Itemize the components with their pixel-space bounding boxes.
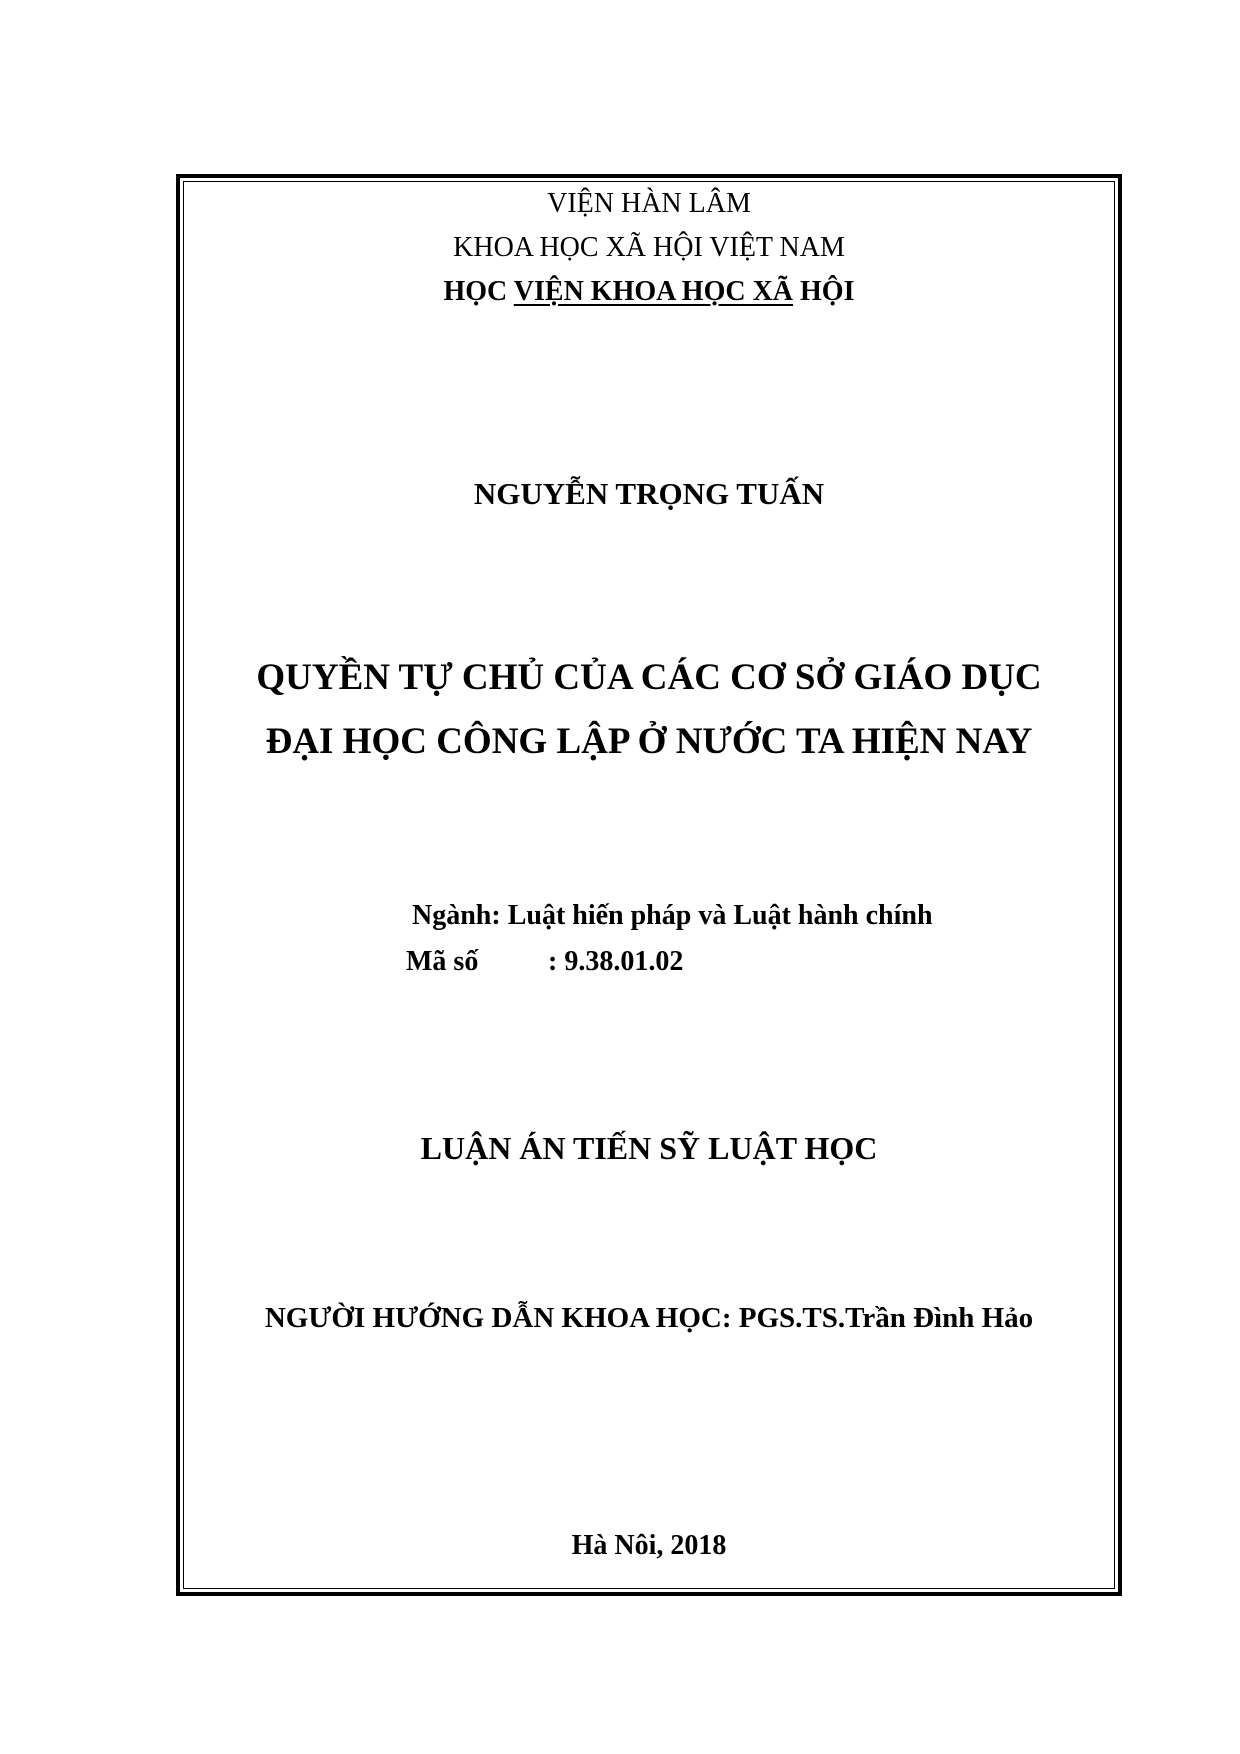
code-row [406,946,684,978]
advisor: NGƯỜI HƯỚNG DẪN KHOA HỌC: PGS.TS.Trần Đình Hảo [264,1302,1034,1334]
code-label: Mã số [406,946,479,977]
thesis-title-line-1: QUYỀN TỰ CHỦ CỦA CÁC CƠ SỞ GIÁO DỤC [256,657,1042,698]
institution-line-2: KHOA HỌC XÃ HỘI VIỆT NAM [453,232,845,263]
place-date: Hà Nôi, 2018 [571,1530,727,1561]
author-name: NGUYỄN TRỌNG TUẤN [473,476,825,511]
degree-title: LUẬN ÁN TIẾN SỸ LUẬT HỌC [420,1130,878,1166]
institution-line-1: VIỆN HÀN LÂM [547,188,751,219]
institution-line-3-underlined: VIỆN KHOA HỌC XÃ [513,276,794,307]
cover-border-inner [183,181,1115,1589]
code-value: : 9.38.01.02 [548,946,684,977]
field-of-study: Ngành: Luật hiến pháp và Luật hành chính [412,900,933,931]
thesis-title-line-2: ĐẠI HỌC CÔNG LẬP Ở NƯỚC TA HIỆN NAY [265,721,1033,762]
institution-line-3-suffix: HỘI [793,276,855,307]
institution-line-3-prefix: HỌC [443,276,514,307]
institution-line-3 [176,276,1122,308]
